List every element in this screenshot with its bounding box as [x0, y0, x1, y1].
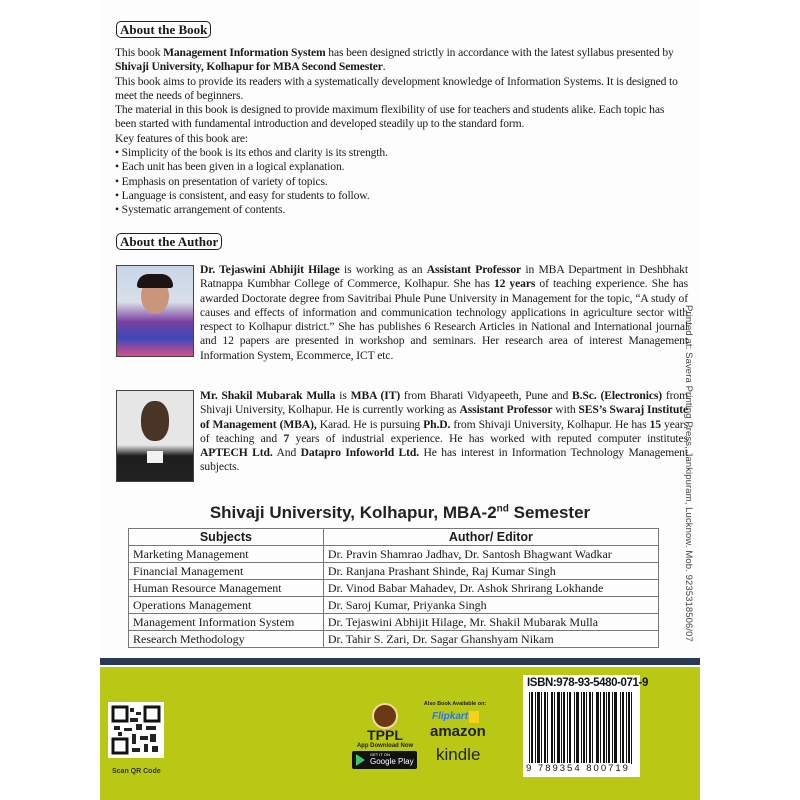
qr-code[interactable]	[108, 702, 164, 758]
barcode-bar	[563, 692, 565, 764]
series-title: Shivaji University, Kolhapur, MBA-2nd Semester	[209, 503, 591, 522]
isbn-barcode	[523, 675, 648, 777]
barcode-bar	[600, 692, 601, 764]
feature-bullet: • Emphasis on presentation of variety of topics.	[115, 174, 328, 188]
also-available-label: Also Book Available on:	[423, 701, 487, 707]
barcode-bar	[622, 692, 624, 764]
flipkart-logo[interactable]: Flipkart	[432, 711, 469, 722]
feature-bullet: • Systematic arrangement of contents.	[115, 203, 286, 217]
barcode-bar	[626, 692, 627, 764]
play-icon	[356, 754, 365, 766]
barcode-bar	[569, 692, 571, 764]
footer-band	[100, 667, 700, 800]
table-row: Operations Management Dr. Saroj Kumar, Priyanka Singh	[129, 597, 659, 614]
barcode-bar	[541, 692, 542, 764]
table-row: Marketing Management Dr. Pravin Shamrao Jadhav, Dr. Santosh Bhagwant Wadkar	[129, 546, 659, 563]
barcode-bar	[576, 692, 579, 764]
publisher-name: TPPL	[367, 727, 403, 743]
barcode-bar	[574, 692, 575, 764]
tppl-logo-icon	[372, 703, 398, 729]
qr-label: Scan QR Code	[112, 768, 161, 775]
barcode-bar	[596, 692, 599, 764]
isbn-text: ISBN:978-93-5480-071-9	[527, 677, 648, 689]
barcode-bar	[557, 692, 560, 764]
barcode-bar	[554, 692, 555, 764]
barcode-bar	[612, 692, 613, 764]
google-play-button[interactable]: GET IT ON Google Play	[352, 751, 417, 769]
barcode-bar	[531, 692, 533, 764]
table-row: Financial Management Dr. Ranjana Prashant Shinde, Raj Kumar Singh	[129, 563, 659, 580]
subjects-table	[128, 528, 659, 648]
barcode-bar	[608, 692, 610, 764]
barcode-bar	[628, 692, 630, 764]
kindle-logo[interactable]: kindle	[436, 745, 481, 764]
barcode-bar	[581, 692, 582, 764]
printer-note: Printed at: Savera Printing Press, Jankipuram, Lucknow. Mob. 9235318506/07	[683, 305, 694, 642]
divider-bar	[100, 658, 700, 665]
barcode-bar	[551, 692, 553, 764]
feature-bullet: • Simplicity of the book is its ethos and clarity is its strength.	[115, 146, 388, 160]
about-book-text: This book Management Information System has been designed strictly in accordance with the latest syllabus presented by Shivaji University, Kolhapur for MBA Second Semester. This book aims to provide its readers with a systematically development knowledge of Information Systems. It is designed to meet the needs of beginners. The material in this book is designed to provide maximum flexibility of use for teachers and students alike. Each topic has been started with fundamental introduction and developed steadily up to the standard form. Key features of this book are: • Simplicity of the book is its ethos and clarity is its strength. • Each unit has been given in a logical explanation. • Emphasis on presentation of variety of topics. • Language is consistent, and easy for students to follow. • Systematic arrangement of contents.	[115, 46, 687, 218]
column-header: Subjects	[129, 529, 324, 546]
author-photo-hilage	[116, 265, 194, 357]
barcode-bar	[606, 692, 607, 764]
barcode-bar	[589, 692, 591, 764]
barcode-bar	[544, 692, 546, 764]
barcode-bar	[592, 692, 593, 764]
amazon-logo[interactable]: amazon	[430, 723, 486, 740]
barcode-bar	[603, 692, 605, 764]
flipkart-bag-icon	[469, 711, 479, 723]
barcode-bar	[561, 692, 562, 764]
barcode-bar	[547, 692, 548, 764]
author-bio-hilage: Dr. Tejaswini Abhijit Hilage is working as an Assistant Professor in MBA Department in Deshbhakt Ratnappa Kumbhar College of Commerce, Kolhapur. She has 12 years of teaching experience. She has awarded Doctorate degree from Savitribai Phule Pune University in Management for the topic, “A study of causes and effects of information and communication technology applications in agriculture sector with respect to Kolhapur district.” She has publishes 6 Research Articles in National and International journal and 12 papers are presented in workshop and seminars. Her research area of interest Management Information System, Ecommerce, ICT etc.	[200, 263, 688, 362]
barcode-bar	[583, 692, 585, 764]
barcode-digits: 9 789354 800719	[526, 763, 630, 774]
barcode-bar	[535, 692, 536, 764]
feature-bullet: • Language is consistent, and easy for students to follow.	[115, 188, 370, 202]
barcode-bar	[620, 692, 621, 764]
barcode-bar	[567, 692, 568, 764]
table-row: Research Methodology Dr. Tahir S. Zari, Dr. Sagar Ghanshyam Nikam	[129, 631, 659, 648]
barcode-bar	[529, 692, 530, 764]
about-book-heading: About the Book	[116, 21, 211, 38]
column-header: Author/ Editor	[323, 529, 658, 546]
author-bio-mulla: Mr. Shakil Mubarak Mulla is MBA (IT) from Bharati Vidyapeeth, Pune and B.Sc. (Electronics) from Shivaji University, Kolhapur. He is currently working as Assistant Professor with SES’s Swaraj Institute of Management (MBA), Karad. He is pursuing Ph.D. from Shivaji University, Kolhapur. He has 15 years of teaching and 7 years of industrial experience. He has worked with reputed computer institutes APTECH Ltd. And Datapro Infoworld Ltd. He has interest in Information Technology Management subjects.	[200, 389, 689, 474]
feature-bullet: • Each unit has been given in a logical explanation.	[115, 160, 345, 174]
table-row: Management Information System Dr. Tejaswini Abhijit Hilage, Mr. Shakil Mubarak Mulla	[129, 614, 659, 631]
author-photo-mulla	[116, 390, 194, 482]
barcode-bar	[537, 692, 540, 764]
app-download-label: App Download Now	[356, 743, 414, 749]
barcode-bar	[614, 692, 617, 764]
table-row: Human Resource Management Dr. Vinod Babar Mahadev, Dr. Ashok Shrirang Lokhande	[129, 580, 659, 597]
barcode-bar	[586, 692, 587, 764]
about-author-heading: About the Author	[116, 233, 222, 250]
barcode-bars	[529, 692, 635, 764]
barcode-bar	[631, 692, 632, 764]
